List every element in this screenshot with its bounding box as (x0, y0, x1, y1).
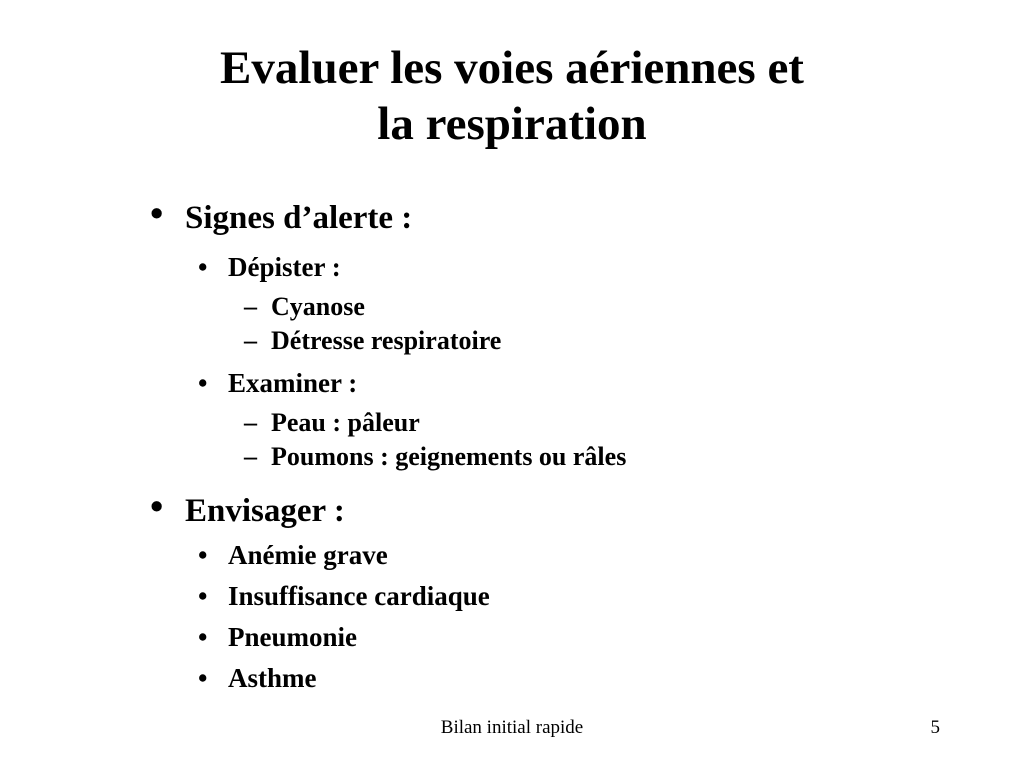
dash-icon: – (244, 408, 257, 437)
bullet-icon: • (150, 193, 164, 235)
page-number: 5 (930, 717, 940, 738)
bullet-icon: • (198, 252, 208, 282)
dash-icon: – (244, 326, 257, 355)
list-item-text: Insuffisance cardiaque (228, 581, 490, 611)
bullet-icon: • (150, 486, 164, 528)
section-heading-text: Signes d’alerte : (185, 200, 413, 236)
bullet-icon: • (198, 622, 208, 652)
list-item-text: Examiner : (228, 368, 358, 398)
list-item-text: Pneumonie (228, 622, 358, 652)
list-item-text: Anémie grave (228, 540, 388, 570)
dash-icon: – (244, 442, 257, 471)
sub-item-text: Peau : pâleur (271, 408, 420, 437)
footer-text: Bilan initial rapide (440, 717, 584, 738)
bullet-icon: • (198, 581, 208, 611)
bullet-icon: • (198, 663, 208, 693)
bullet-icon: • (198, 368, 208, 398)
list-item-text: Asthme (228, 663, 317, 693)
list-item-text: Dépister : (228, 252, 341, 282)
bullet-icon: • (198, 540, 208, 570)
sub-item-text: Poumons : geignements ou râles (271, 442, 627, 471)
title-line-1: Evaluer les voies aériennes et (220, 42, 804, 94)
sub-item-text: Détresse respiratoire (271, 326, 502, 355)
dash-icon: – (244, 292, 257, 321)
section-heading-text: Envisager : (185, 493, 345, 529)
title-line-2: la respiration (377, 98, 647, 150)
sub-item-text: Cyanose (271, 292, 365, 321)
